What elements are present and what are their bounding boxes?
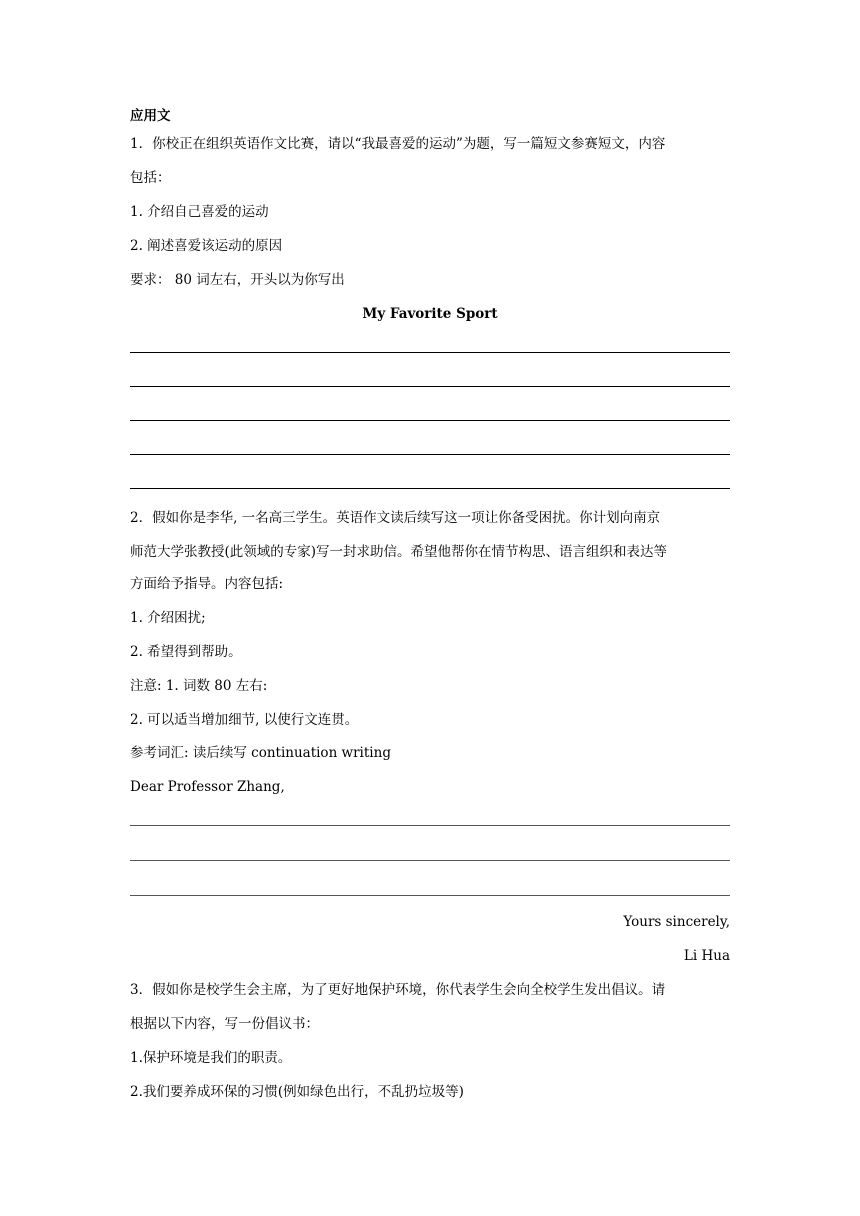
q1-answer-line[interactable] <box>130 454 730 455</box>
q2-answer-line[interactable] <box>130 860 730 861</box>
q1-answer-line[interactable] <box>130 386 730 387</box>
q2-note2: 2. 可以适当增加细节, 以使行文连贯。 <box>130 712 359 728</box>
q1-answer-line[interactable] <box>130 420 730 421</box>
q2-answer-line[interactable] <box>130 825 730 826</box>
q2-note1: 注意: 1. 词数 80 左右: <box>130 678 268 694</box>
q2-vocab: 参考词汇: 读后续写 continuation writing <box>130 745 391 761</box>
q1-prompt-line1: 1．你校正在组织英语作文比赛，请以“我最喜爱的运动”为题，写一篇短文参赛短文，内容 <box>130 136 666 152</box>
q1-prompt-line2: 包括： <box>130 170 171 186</box>
q2-prompt-line1: 2．假如你是李华, 一名高三学生。英语作文读后续写这一项让你备受困扰。你计划向南京 <box>130 510 661 526</box>
q3-prompt-line2: 根据以下内容，写一份倡议书： <box>130 1016 319 1032</box>
q1-item2: 2. 阐述喜爱该运动的原因 <box>130 238 283 254</box>
q1-answer-line[interactable] <box>130 488 730 489</box>
q2-item2: 2. 希望得到帮助。 <box>130 644 242 660</box>
q3-item1: 1.保护环境是我们的职责。 <box>130 1050 292 1066</box>
q3-item2: 2.我们要养成环保的习惯(例如绿色出行，不乱扔垃圾等) <box>130 1084 464 1100</box>
q2-item1: 1. 介绍困扰; <box>130 610 206 626</box>
q1-essay-title: My Favorite Sport <box>362 306 498 322</box>
q2-prompt-line2: 师范大学张教授(此领域的专家)写一封求助信。希望他帮你在情节构思、语言组织和表达等 <box>130 544 668 560</box>
q2-salutation: Dear Professor Zhang, <box>130 779 285 795</box>
q2-prompt-line3: 方面给予指导。内容包括: <box>130 576 284 592</box>
q3-prompt-line1: 3．假如你是校学生会主席，为了更好地保护环境，你代表学生会向全校学生发出倡议。请 <box>130 982 666 998</box>
q2-answer-line[interactable] <box>130 895 730 896</box>
q2-signature: Li Hua <box>683 948 730 964</box>
q1-requirement: 要求： 80 词左右，开头以为你写出 <box>130 272 345 288</box>
q2-closing: Yours sincerely, <box>623 914 730 930</box>
q1-answer-line[interactable] <box>130 352 730 353</box>
section-title: 应用文 <box>130 108 171 124</box>
q1-item1: 1. 介绍自己喜爱的运动 <box>130 204 269 220</box>
